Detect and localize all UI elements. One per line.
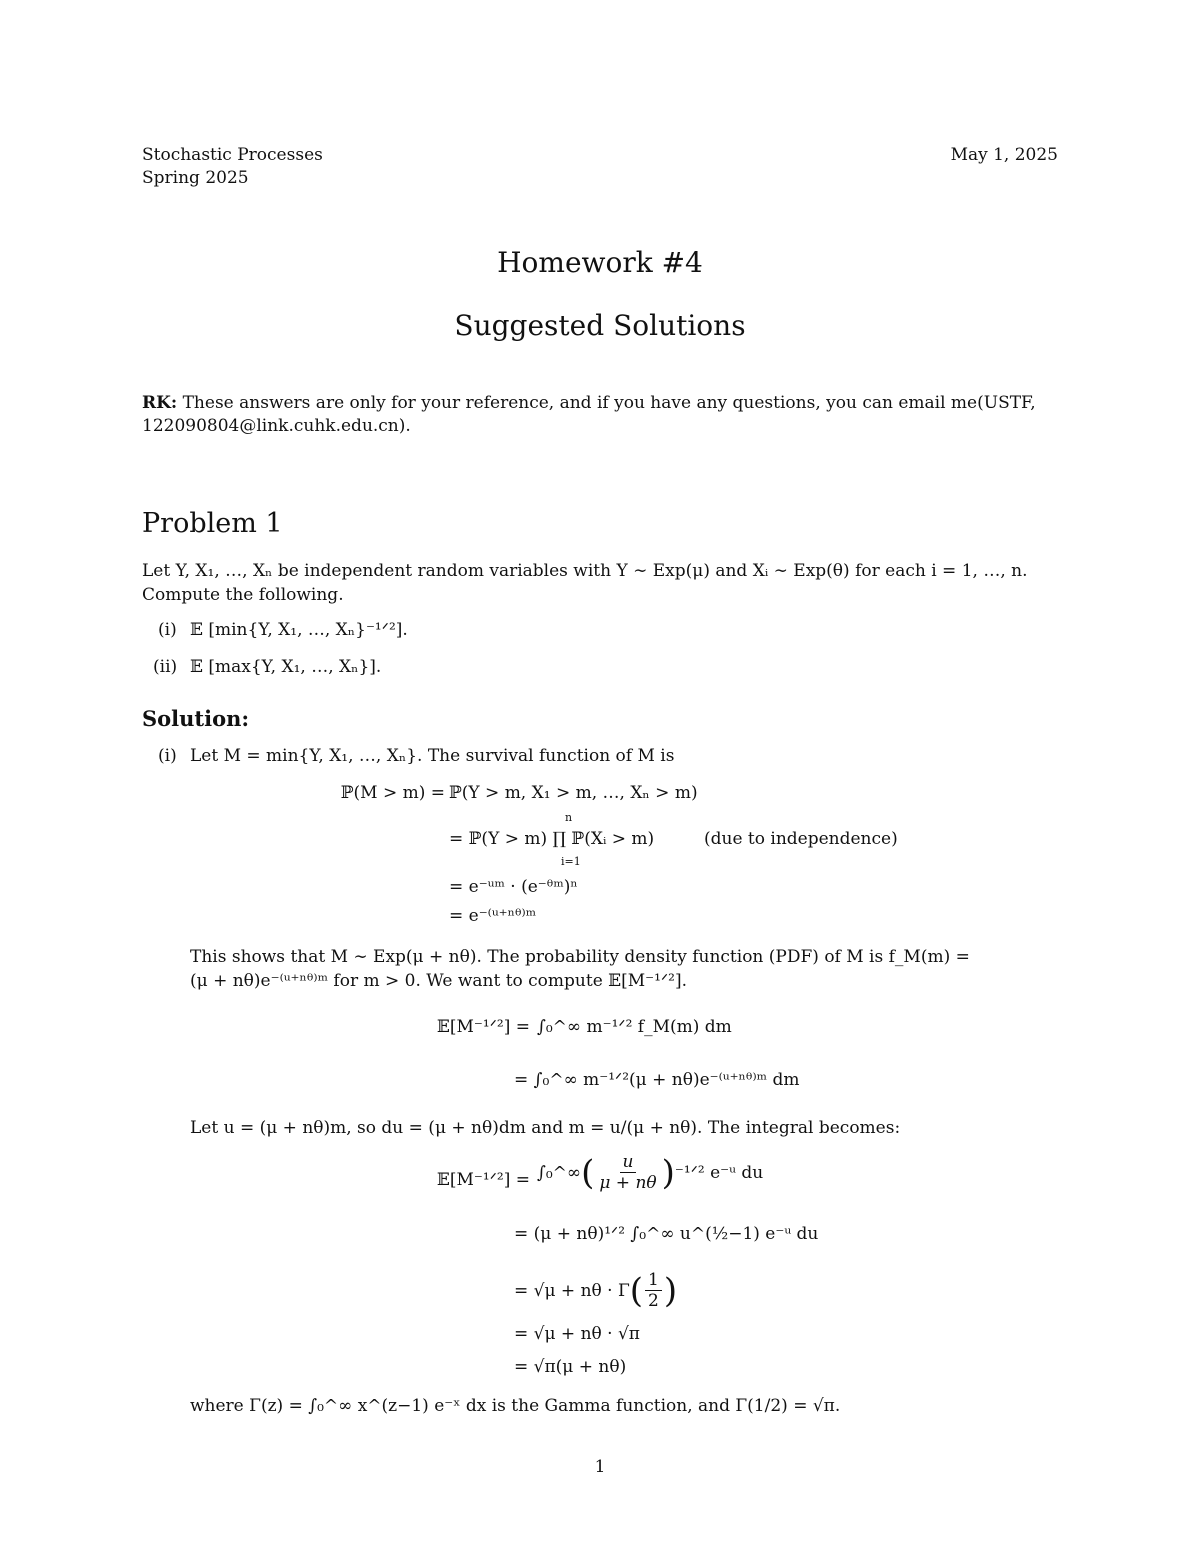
half-numerator: 1 [645,1270,662,1291]
closing-text: where Γ(z) = ∫₀^∞ x^(z−1) e⁻ˣ dx is the Gamma function, and Γ(1/2) = √π. [190,1396,841,1416]
eq3-fraction [596,1152,659,1193]
date: May 1, 2025 [950,145,1058,165]
eq1-note: (due to independence) [704,829,898,849]
eq3-row-5: = √π(μ + nθ) [514,1357,627,1377]
right-paren: ) [661,1152,675,1193]
remark-text-2: 122090804@link.cuhk.edu.cn). [142,416,411,436]
eq1-row-1: ℙ(Y > m, X₁ > m, …, Xₙ > m) [449,783,698,803]
eq2-lhs: 𝔼[M⁻¹ᐟ²] = [436,1017,530,1037]
eq1-row-4: = e⁻⁽ᵘ⁺ⁿᶿ⁾ᵐ [449,906,537,926]
para1-line-1: This shows that M ∼ Exp(μ + nθ). The probability density function (PDF) of M is f_M(m) = [190,947,970,967]
eq1-lhs: ℙ(M > m) = [340,783,445,803]
eq1-row-3: = e⁻ᵘᵐ · (e⁻ᶿᵐ)ⁿ [449,877,578,897]
problem-statement-1: Let Y, X₁, …, Xₙ be independent random variables with Y ∼ Exp(μ) and Xᵢ ∼ Exp(θ) for each i = 1, …, n. [142,561,1028,581]
page-subtitle: Suggested Solutions [454,309,746,342]
problem-heading: Problem 1 [142,508,283,539]
eq3-tail: ⁻¹ᐟ² e⁻ᵘ du [674,1162,764,1183]
solution-heading: Solution: [142,706,250,731]
left-paren: ( [629,1270,644,1311]
course-name: Stochastic Processes [142,145,323,165]
eq3-numerator: u [620,1152,637,1173]
remark-label: RK: [142,393,178,413]
eq3-row-1 [537,1152,763,1193]
solution-intro: Let M = min{Y, X₁, …, Xₙ}. The survival function of M is [190,746,675,766]
eq3-row-3-prefix: = √μ + nθ · Γ [514,1280,630,1301]
remark-text-1: These answers are only for your reference, and if you have any questions, you can email me(USTF, [182,393,1036,413]
eq3-row-3 [514,1270,677,1311]
eq3-integral: ∫₀^∞ [537,1162,582,1183]
eq1-row-2: = ℙ(Y > m) ∏ ℙ(Xᵢ > m) [449,829,655,849]
para2: Let u = (μ + nθ)m, so du = (μ + nθ)dm and m = u/(μ + nθ). The integral becomes: [190,1118,901,1138]
eq3-denominator: μ + nθ [599,1173,657,1193]
part-i-label: (i) [158,620,177,640]
part-ii-label: (ii) [153,657,178,677]
part-ii-text: 𝔼 [max{Y, X₁, …, Xₙ}]. [190,657,382,677]
eq3-row-4: = √μ + nθ · √π [514,1324,640,1344]
product-upper-limit: n [565,811,573,824]
eq3-row-2: = (μ + nθ)¹ᐟ² ∫₀^∞ u^(½−1) e⁻ᵘ du [514,1224,819,1244]
left-paren: ( [581,1152,595,1193]
term: Spring 2025 [142,168,249,188]
half-denominator: 2 [648,1291,659,1311]
right-paren: ) [663,1270,678,1311]
eq3-lhs: 𝔼[M⁻¹ᐟ²] = [436,1170,530,1190]
problem-statement-2: Compute the following. [142,585,344,605]
page-title: Homework #4 [497,246,703,279]
eq2-row-2: = ∫₀^∞ m⁻¹ᐟ²(μ + nθ)e⁻⁽ᵘ⁺ⁿᶿ⁾ᵐ dm [514,1070,800,1090]
remark-line-1 [142,393,1036,413]
para1-line-2: (μ + nθ)e⁻⁽ᵘ⁺ⁿᶿ⁾ᵐ for m > 0. We want to compute 𝔼[M⁻¹ᐟ²]. [190,971,688,991]
part-i-text: 𝔼 [min{Y, X₁, …, Xₙ}⁻¹ᐟ²]. [190,620,408,640]
product-lower-limit: i=1 [561,855,581,868]
half-fraction [645,1270,662,1311]
page-number: 1 [594,1457,606,1477]
solution-part-label: (i) [158,746,177,766]
eq2-row-1: ∫₀^∞ m⁻¹ᐟ² f_M(m) dm [537,1017,732,1037]
